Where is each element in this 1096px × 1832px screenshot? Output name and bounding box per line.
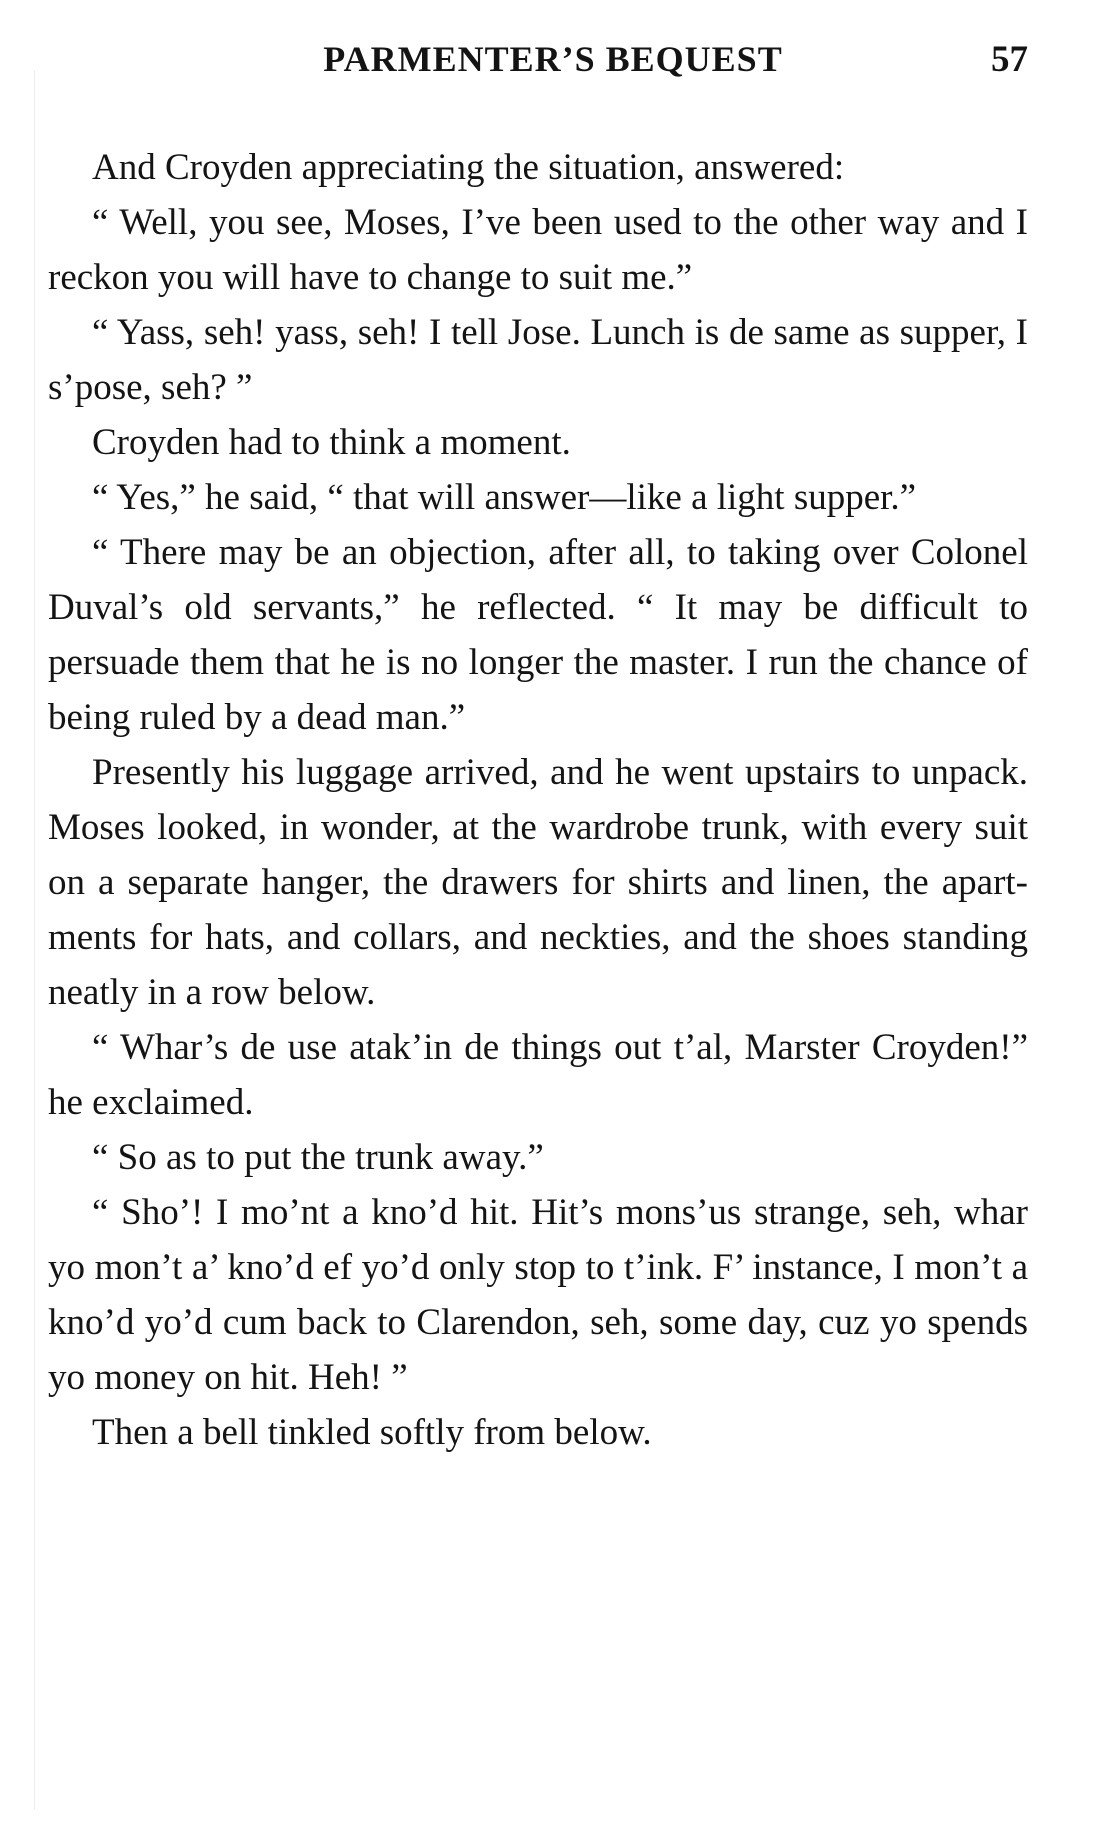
paragraph: “ Yes,” he said, “ that will answer—like a light supper.” (92, 477, 917, 518)
running-head (48, 38, 1028, 88)
gutter-line (34, 70, 35, 1810)
running-head-title: PARMENTER’S BEQUEST (323, 39, 783, 79)
page-number: 57 (991, 39, 1028, 80)
paragraph: And Croyden appreciating the situation, answered: (92, 147, 845, 188)
paragraph: “ Well, you see, Moses, I’ve been used to the other way and I reckon you will have to change to suit me.” (48, 202, 1028, 298)
paragraph: Presently his luggage arrived, and he went upstairs to unpack. Moses looked, in wonder, at the wardrobe trunk, with every suit on a separate hanger, the drawers for shirts and linen, the apartments for hats, and collars, and neckties, and the shoes standing neatly in a row below. (48, 752, 1028, 1013)
paragraph: “ There may be an objection, after all, to taking over Colonel Duval’s old servants,” he reflected. “ It may be difficult to persuade them that he is no longer the master. I run the chance of being ruled by a dead man.” (48, 532, 1028, 738)
paragraph: “ So as to put the trunk away.” (92, 1137, 544, 1178)
paragraph: Then a bell tinkled softly from below. (92, 1412, 652, 1453)
paragraph: “ Yass, seh! yass, seh! I tell Jose. Lunch is de same as supper, I s’pose, seh? ” (48, 312, 1028, 408)
paragraph: Croyden had to think a moment. (92, 422, 571, 463)
paragraph: “ Sho’! I mo’nt a kno’d hit. Hit’s mons’us strange, seh, whar yo mon’t a’ kno’d ef yo’d only stop to t’ink. F’ instance, I mon’t a kno’d yo’d cum back to Clarendon, seh, some day, cuz yo spends yo money on hit. Heh! ” (48, 1192, 1028, 1398)
body-text (48, 140, 1028, 1460)
paragraph: “ Whar’s de use atak’in de things out t’al, Marster Croyden!” he exclaimed. (48, 1027, 1028, 1123)
